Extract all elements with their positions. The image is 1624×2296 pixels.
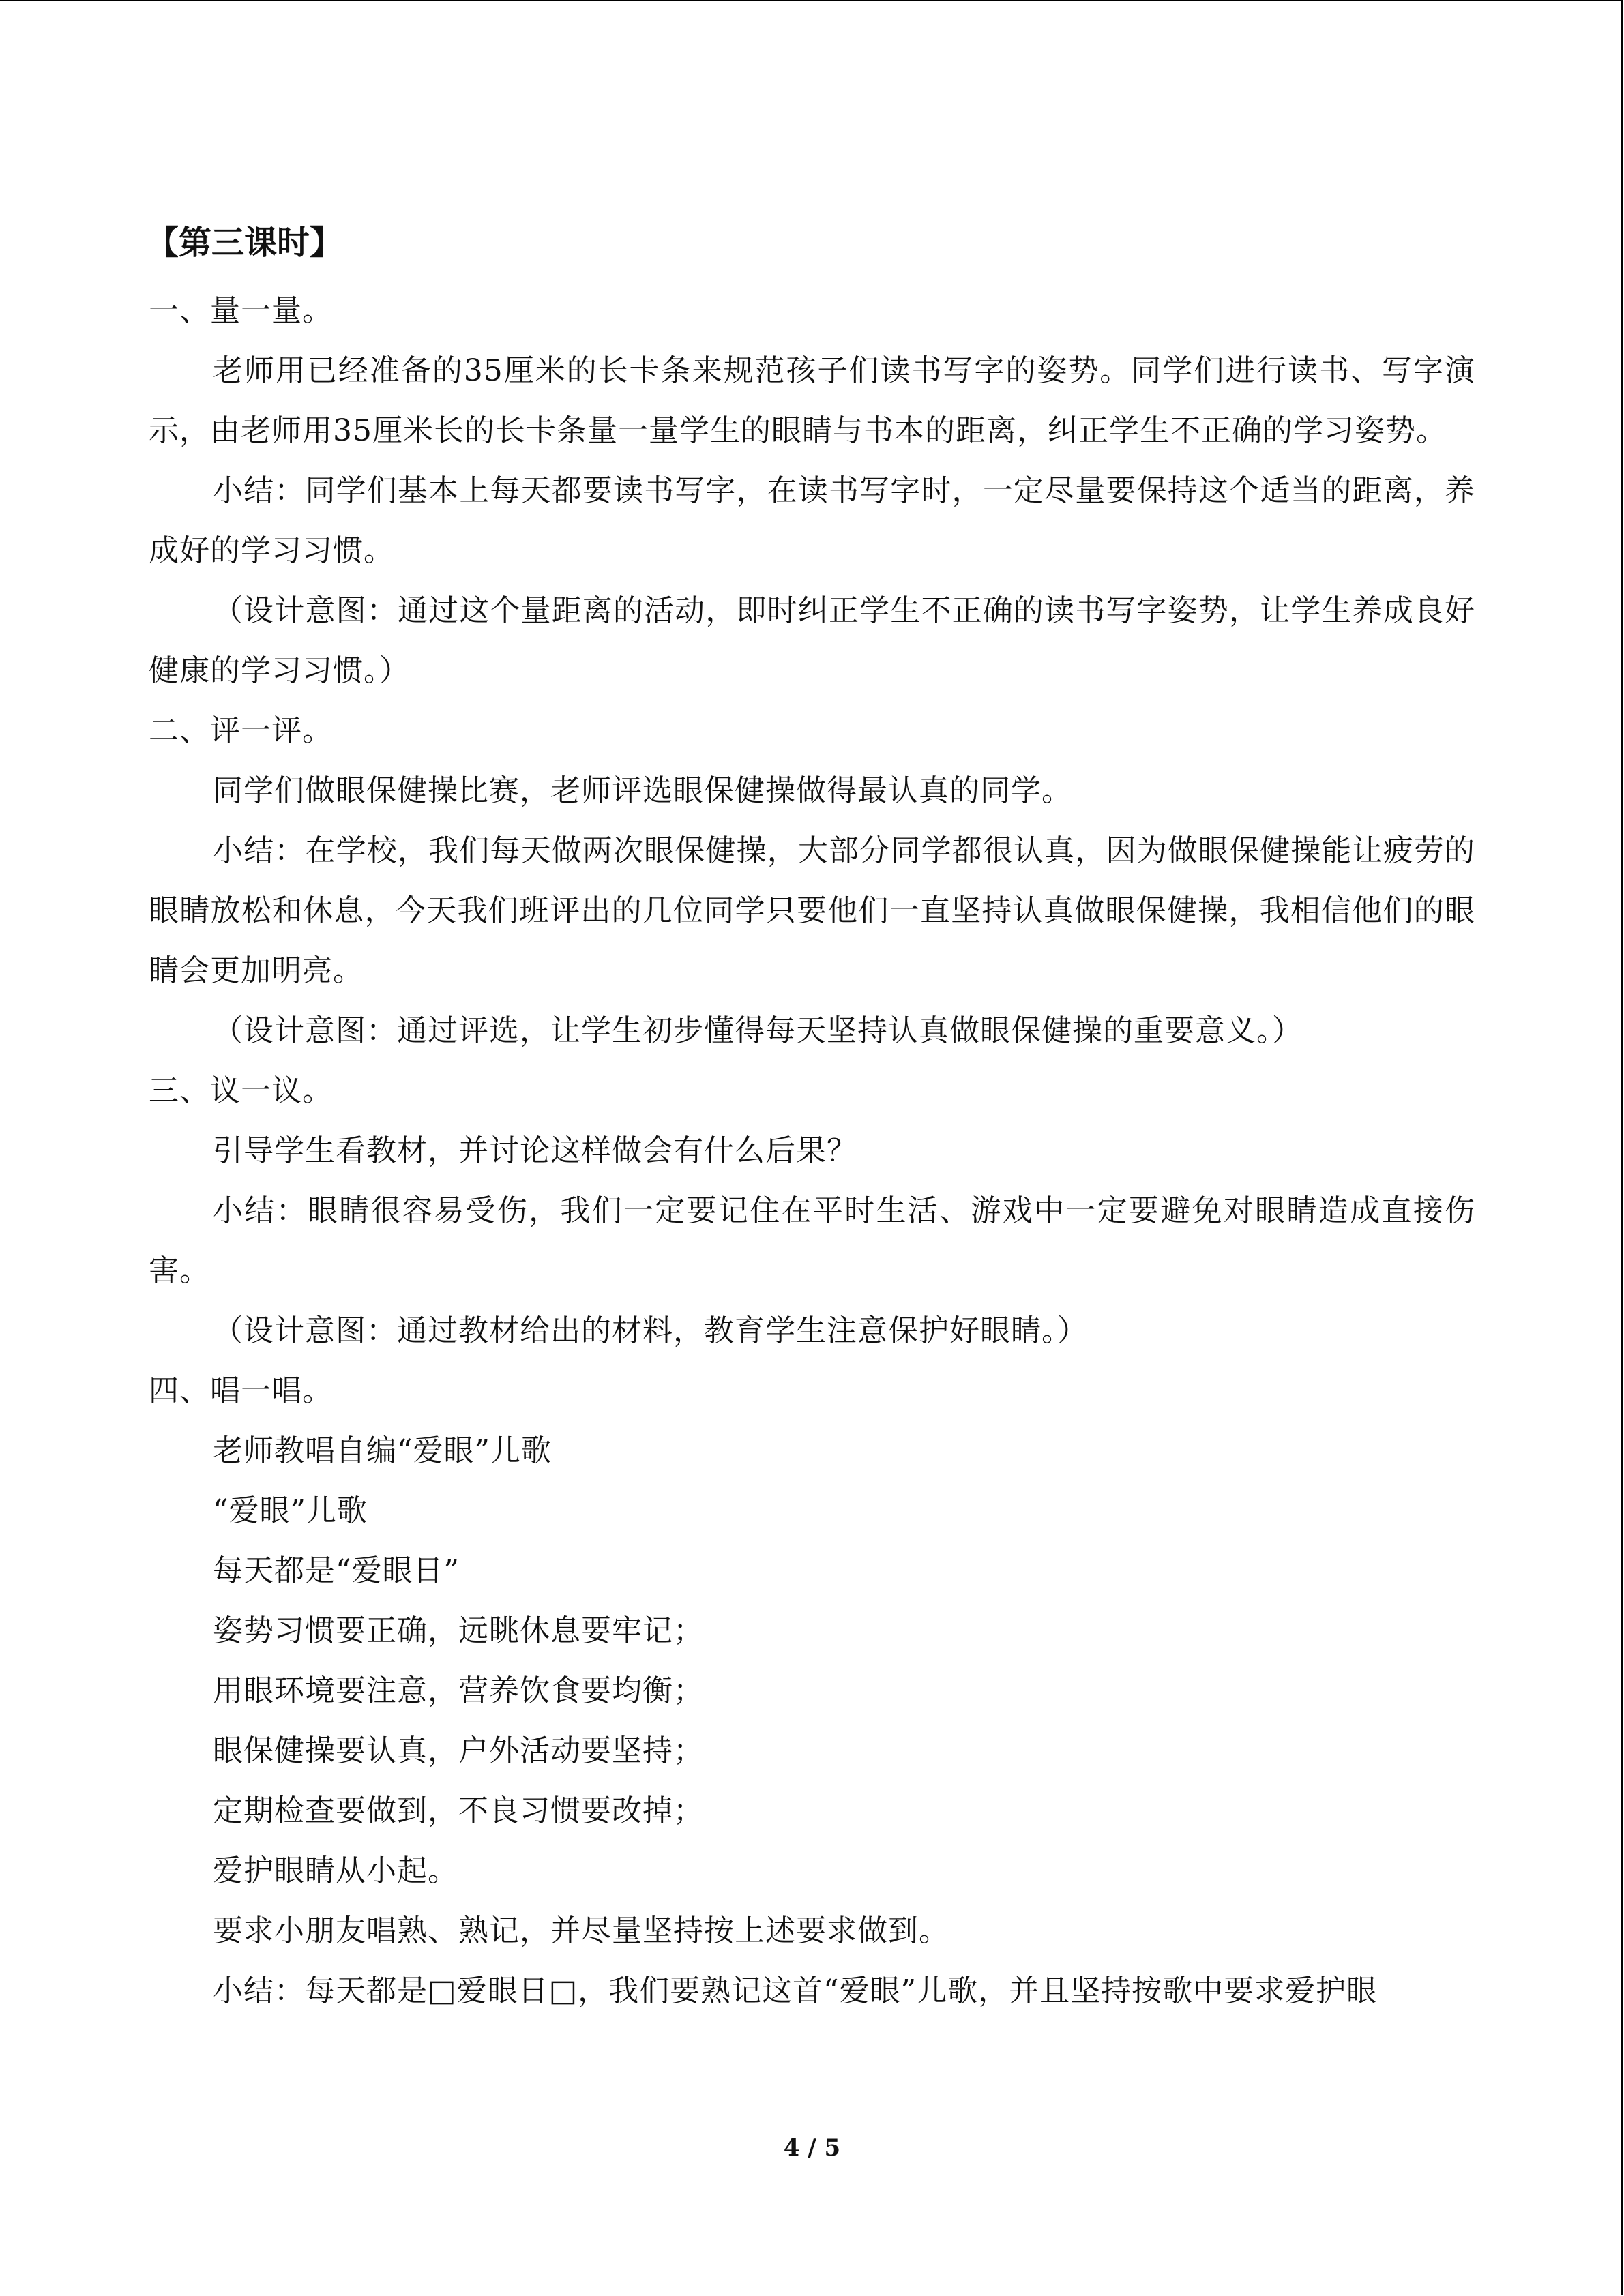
paragraph: 引导学生看教材，并讨论这样做会有什么后果？ — [213, 1133, 857, 1168]
song-title: “爱眼”儿歌 — [213, 1493, 368, 1528]
summary-paragraph: 小结：在学校，我们每天做两次眼保健操，大部分同学都很认真，因为做眼保健操能让疲劳的眼睛放松和休息，今天我们班评出的几位同学只要他们一直坚持认真做眼保健操，我相信他们的眼睛会更加明亮。 — [149, 833, 1475, 988]
design-intent-paragraph: （设计意图：通过评选，让学生初步懂得每天坚持认真做眼保健操的重要意义。） — [213, 1013, 1303, 1048]
paragraph: 同学们做眼保健操比赛，老师评选眼保健操做得最认真的同学。 — [213, 773, 1072, 808]
section-title-measure: 一、量一量。 — [149, 293, 333, 328]
paragraph: 要求小朋友唱熟、熟记，并尽量坚持按上述要求做到。 — [213, 1913, 949, 1948]
section-title-sing: 四、唱一唱。 — [149, 1373, 333, 1408]
song-line: 姿势习惯要正确，远眺休息要牢记； — [213, 1613, 704, 1648]
page-number: 4 / 5 — [783, 2134, 841, 2162]
document-body — [146, 205, 1475, 2021]
song-line: 老师教唱自编“爱眼”儿歌 — [213, 1433, 552, 1468]
design-intent-paragraph: （设计意图：通过教材给出的材料，教育学生注意保护好眼睛。） — [213, 1313, 1088, 1348]
song-line: 定期检查要做到，不良习惯要改掉； — [213, 1793, 704, 1828]
design-intent-paragraph: （设计意图：通过这个量距离的活动，即时纠正学生不正确的读书写字姿势，让学生养成良好健康的学习习惯。） — [149, 593, 1475, 688]
song-line: 每天都是“爱眼日” — [213, 1553, 460, 1588]
section-title-evaluate: 二、评一评。 — [149, 713, 333, 748]
song-line: 用眼环境要注意，营养饮食要均衡； — [213, 1673, 704, 1708]
section-title-discuss: 三、议一议。 — [149, 1073, 333, 1108]
song-line: 眼保健操要认真，户外活动要坚持； — [213, 1733, 704, 1768]
paragraph: 老师用已经准备的35厘米的长卡条来规范孩子们读书写字的姿势。同学们进行读书、写字演示，由老师用35厘米长的长卡条量一量学生的眼睛与书本的距离，纠正学生不正确的学习姿势。 — [149, 353, 1475, 448]
song-line: 爱护眼睛从小起。 — [213, 1853, 458, 1888]
summary-paragraph: 小结：同学们基本上每天都要读书写字，在读书写字时，一定尽量要保持这个适当的距离，养成好的学习习惯。 — [149, 473, 1475, 568]
summary-paragraph: 小结：眼睛很容易受伤，我们一定要记住在平时生活、游戏中一定要避免对眼睛造成直接伤害。 — [149, 1193, 1475, 1288]
summary-paragraph: 小结：每天都是□爱眼日□，我们要熟记这首“爱眼”儿歌，并且坚持按歌中要求爱护眼 — [213, 1973, 1378, 2008]
lesson-heading: 【第三课时】 — [146, 224, 343, 262]
